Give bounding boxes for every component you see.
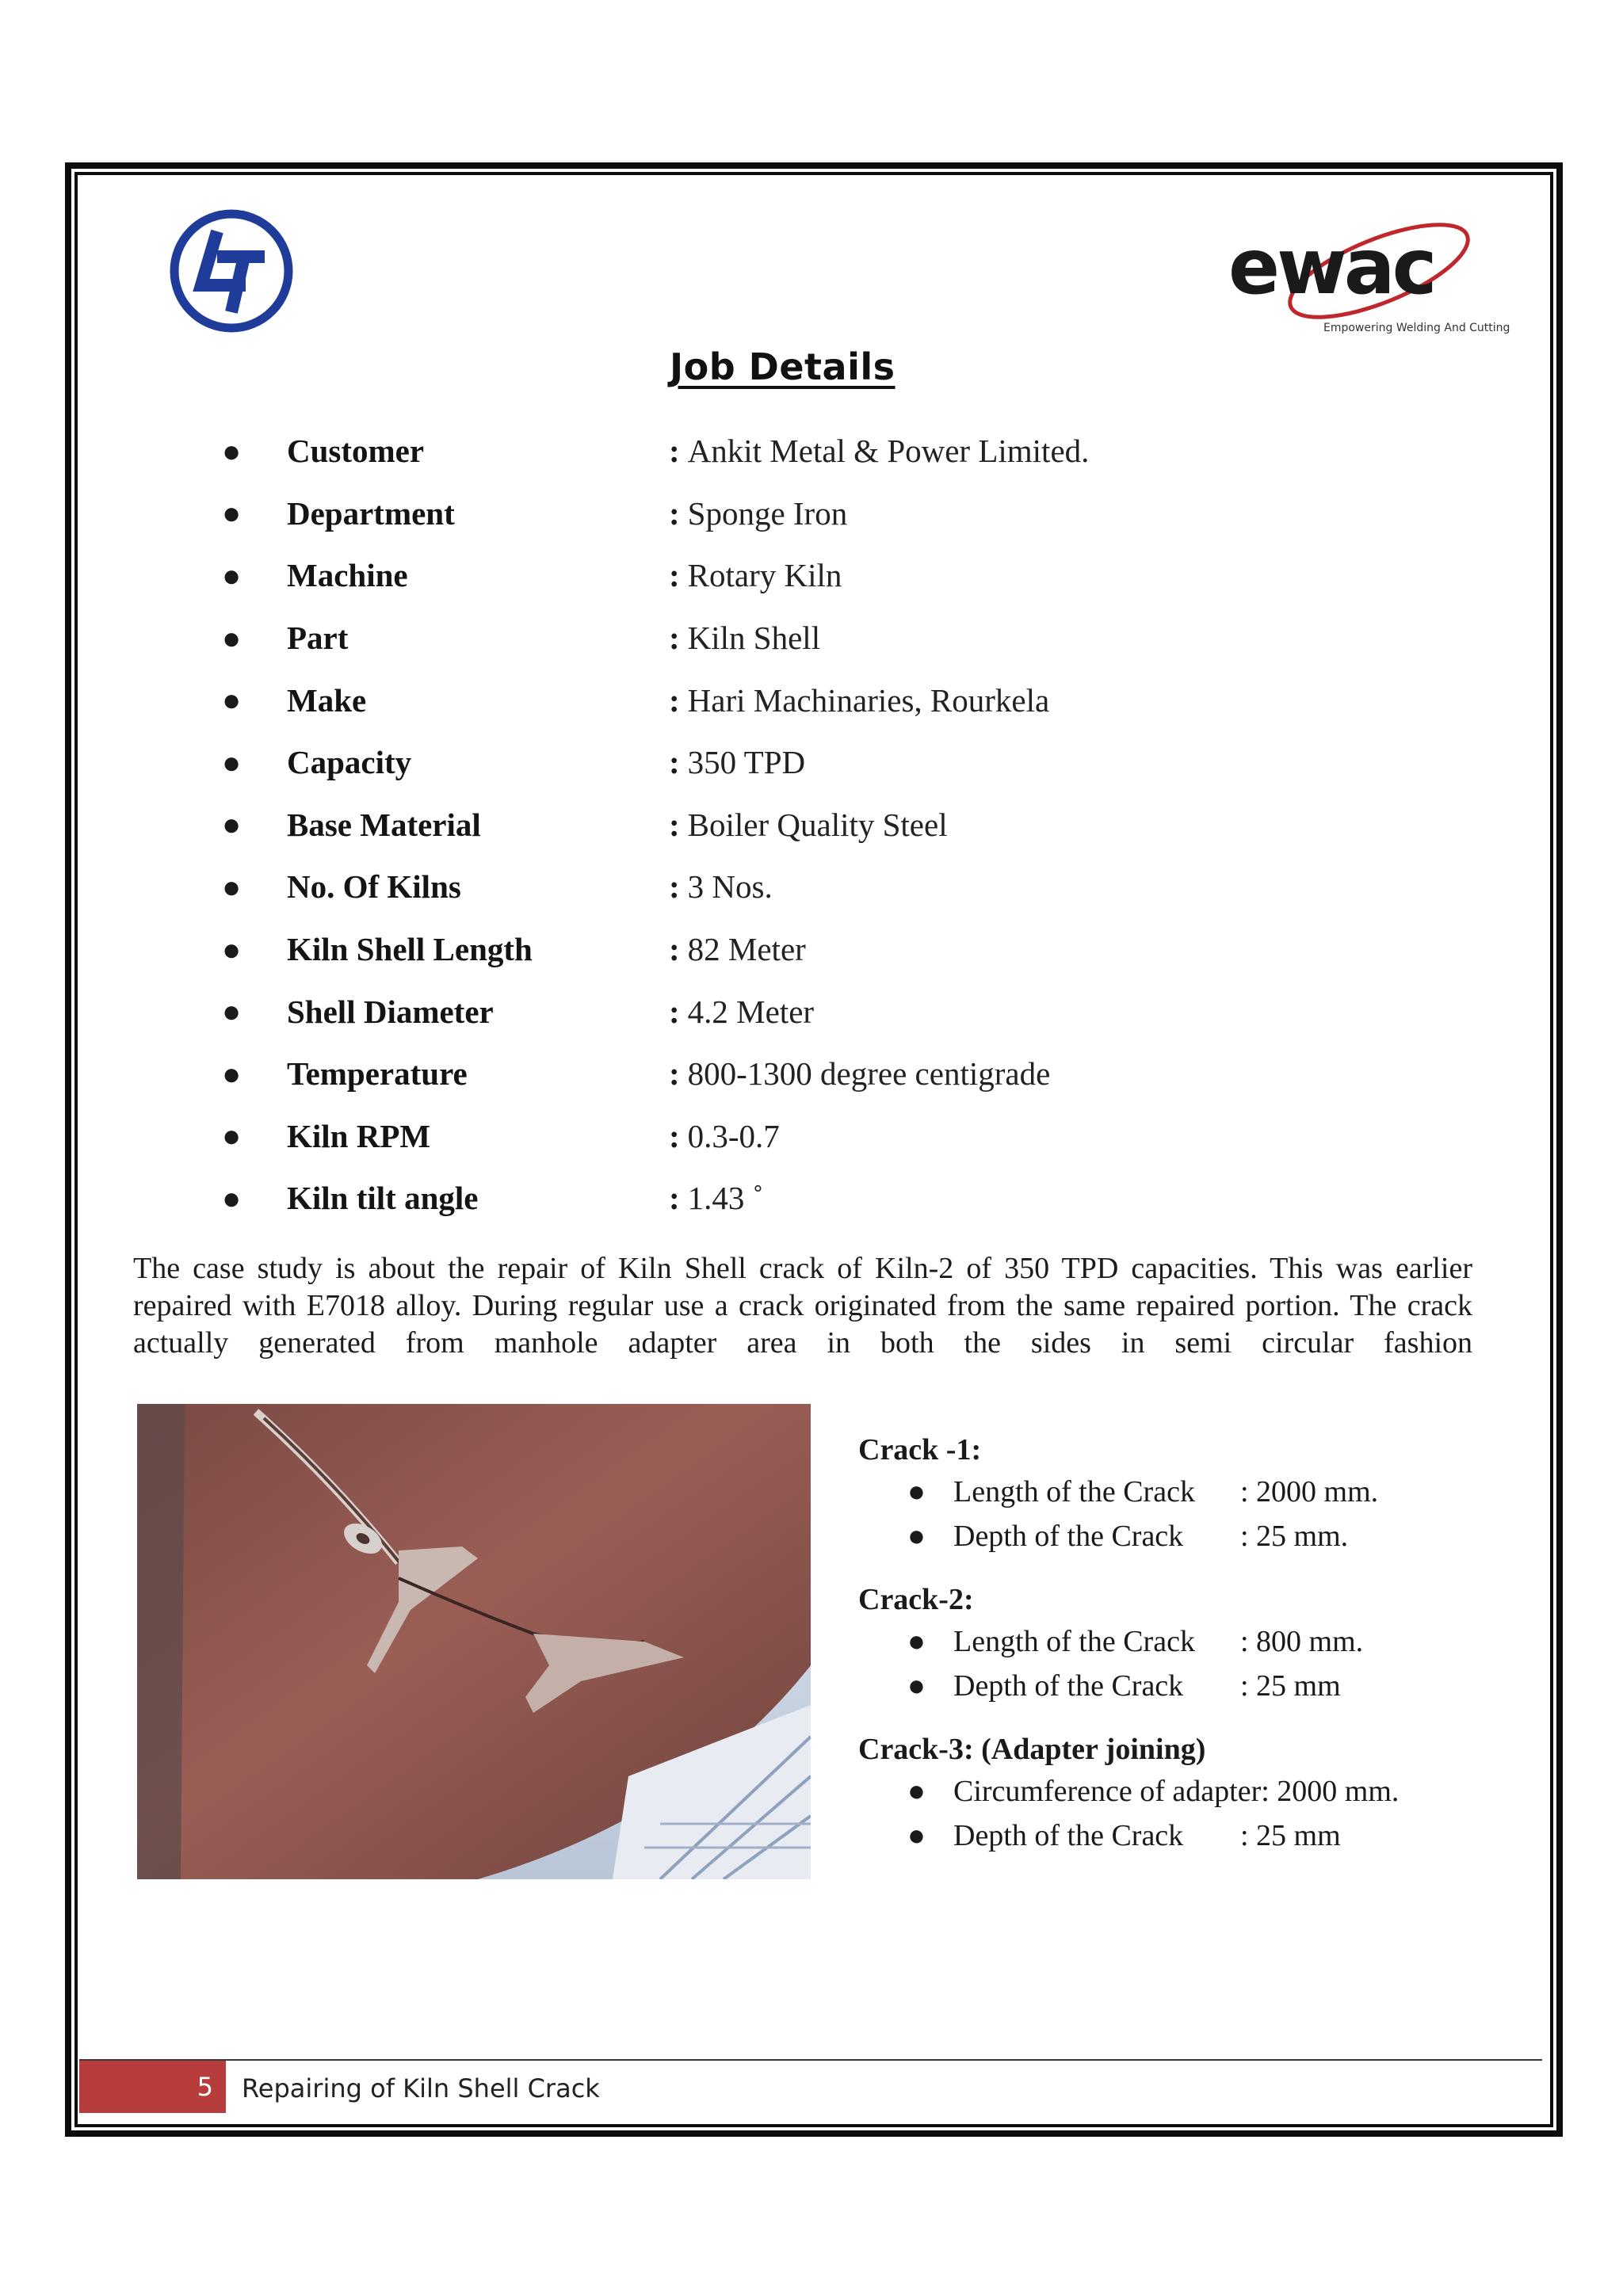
job-detail-row: ● Capacity : 350 TPD — [222, 744, 806, 781]
crack-item: ● Length of the Crack : 800 mm. — [858, 1619, 1540, 1664]
bullet-icon: ● — [222, 868, 242, 905]
case-study-paragraph: The case study is about the repair of Kiln Shell crack of Kiln-2 of 350 TPD capacities. This was earlier repaired with E7018 alloy. During regular use a crack originated from the same repaired portion. The crack actually generated from manhole adapter area in both the sides in semi circular fashion — [133, 1252, 1472, 1360]
job-detail-row: ● Department : Sponge Iron — [222, 494, 848, 532]
crack-title: Crack-2: — [858, 1583, 974, 1616]
page-number: 5 — [79, 2061, 226, 2113]
crack-block — [858, 1580, 1540, 1708]
crack-item: ● Depth of the Crack : 25 mm — [858, 1664, 1540, 1708]
bullet-icon: ● — [907, 1819, 926, 1852]
footer-title: Repairing of Kiln Shell Crack — [242, 2073, 600, 2103]
ewac-logo — [1220, 214, 1522, 341]
job-detail-row: ● Base Material : Boiler Quality Steel — [222, 806, 948, 843]
job-detail-row: ● Kiln RPM : 0.3-0.7 — [222, 1117, 780, 1154]
bullet-icon: ● — [907, 1520, 926, 1553]
job-details-list — [222, 420, 1089, 1230]
crack-block — [858, 1730, 1540, 1858]
bullet-icon: ● — [222, 495, 242, 532]
page-title: Job Details — [670, 345, 896, 388]
bullet-icon: ● — [222, 1055, 242, 1092]
bullet-icon: ● — [907, 1775, 926, 1808]
bullet-icon: ● — [222, 807, 242, 843]
job-detail-row: ● Shell Diameter : 4.2 Meter — [222, 993, 815, 1030]
bullet-icon: ● — [907, 1625, 926, 1658]
job-detail-row: ● Part : Kiln Shell — [222, 620, 821, 657]
bullet-icon: ● — [222, 1118, 242, 1154]
bullet-icon: ● — [222, 620, 242, 656]
bullet-icon: ● — [907, 1669, 926, 1703]
job-detail-row: ● Kiln tilt angle : 1.43 ˚ — [222, 1180, 764, 1217]
job-detail-row: ● Kiln Shell Length : 82 Meter — [222, 931, 806, 968]
crack-title: Crack -1: — [858, 1433, 982, 1466]
bullet-icon: ● — [222, 994, 242, 1030]
crack-item: ● Length of the Crack : 2000 mm. — [858, 1470, 1540, 1514]
bullet-icon: ● — [222, 1180, 242, 1216]
crack-block — [858, 1430, 1540, 1558]
bullet-icon: ● — [222, 557, 242, 593]
ewac-tagline: Empowering Welding And Cutting — [1323, 322, 1510, 334]
job-detail-row: ● Make : Hari Machinaries, Rourkela — [222, 681, 1050, 719]
lt-logo — [168, 208, 295, 334]
job-detail-row: ● Machine : Rotary Kiln — [222, 557, 842, 594]
footer-divider — [79, 2059, 1542, 2061]
job-detail-row: ● Temperature : 800-1300 degree centigrade — [222, 1055, 1051, 1093]
job-detail-row: ● Customer : Ankit Metal & Power Limited. — [222, 433, 1090, 470]
crack-title: Crack-3: (Adapter joining) — [858, 1733, 1206, 1766]
job-detail-row: ● No. Of Kilns : 3 Nos. — [222, 868, 773, 906]
bullet-icon: ● — [907, 1475, 926, 1508]
bullet-icon: ● — [222, 931, 242, 967]
crack-item: ● Depth of the Crack : 25 mm. — [858, 1514, 1540, 1558]
crack-item: ● Circumference of adapter: 2000 mm. — [858, 1769, 1540, 1814]
crack-item: ● Depth of the Crack : 25 mm — [858, 1814, 1540, 1858]
bullet-icon: ● — [222, 433, 242, 469]
kiln-shell-crack-photo — [137, 1404, 811, 1879]
bullet-icon: ● — [222, 682, 242, 719]
svg-text:ewac: ewac — [1228, 223, 1434, 311]
crack-details — [858, 1430, 1540, 1879]
bullet-icon: ● — [222, 744, 242, 780]
